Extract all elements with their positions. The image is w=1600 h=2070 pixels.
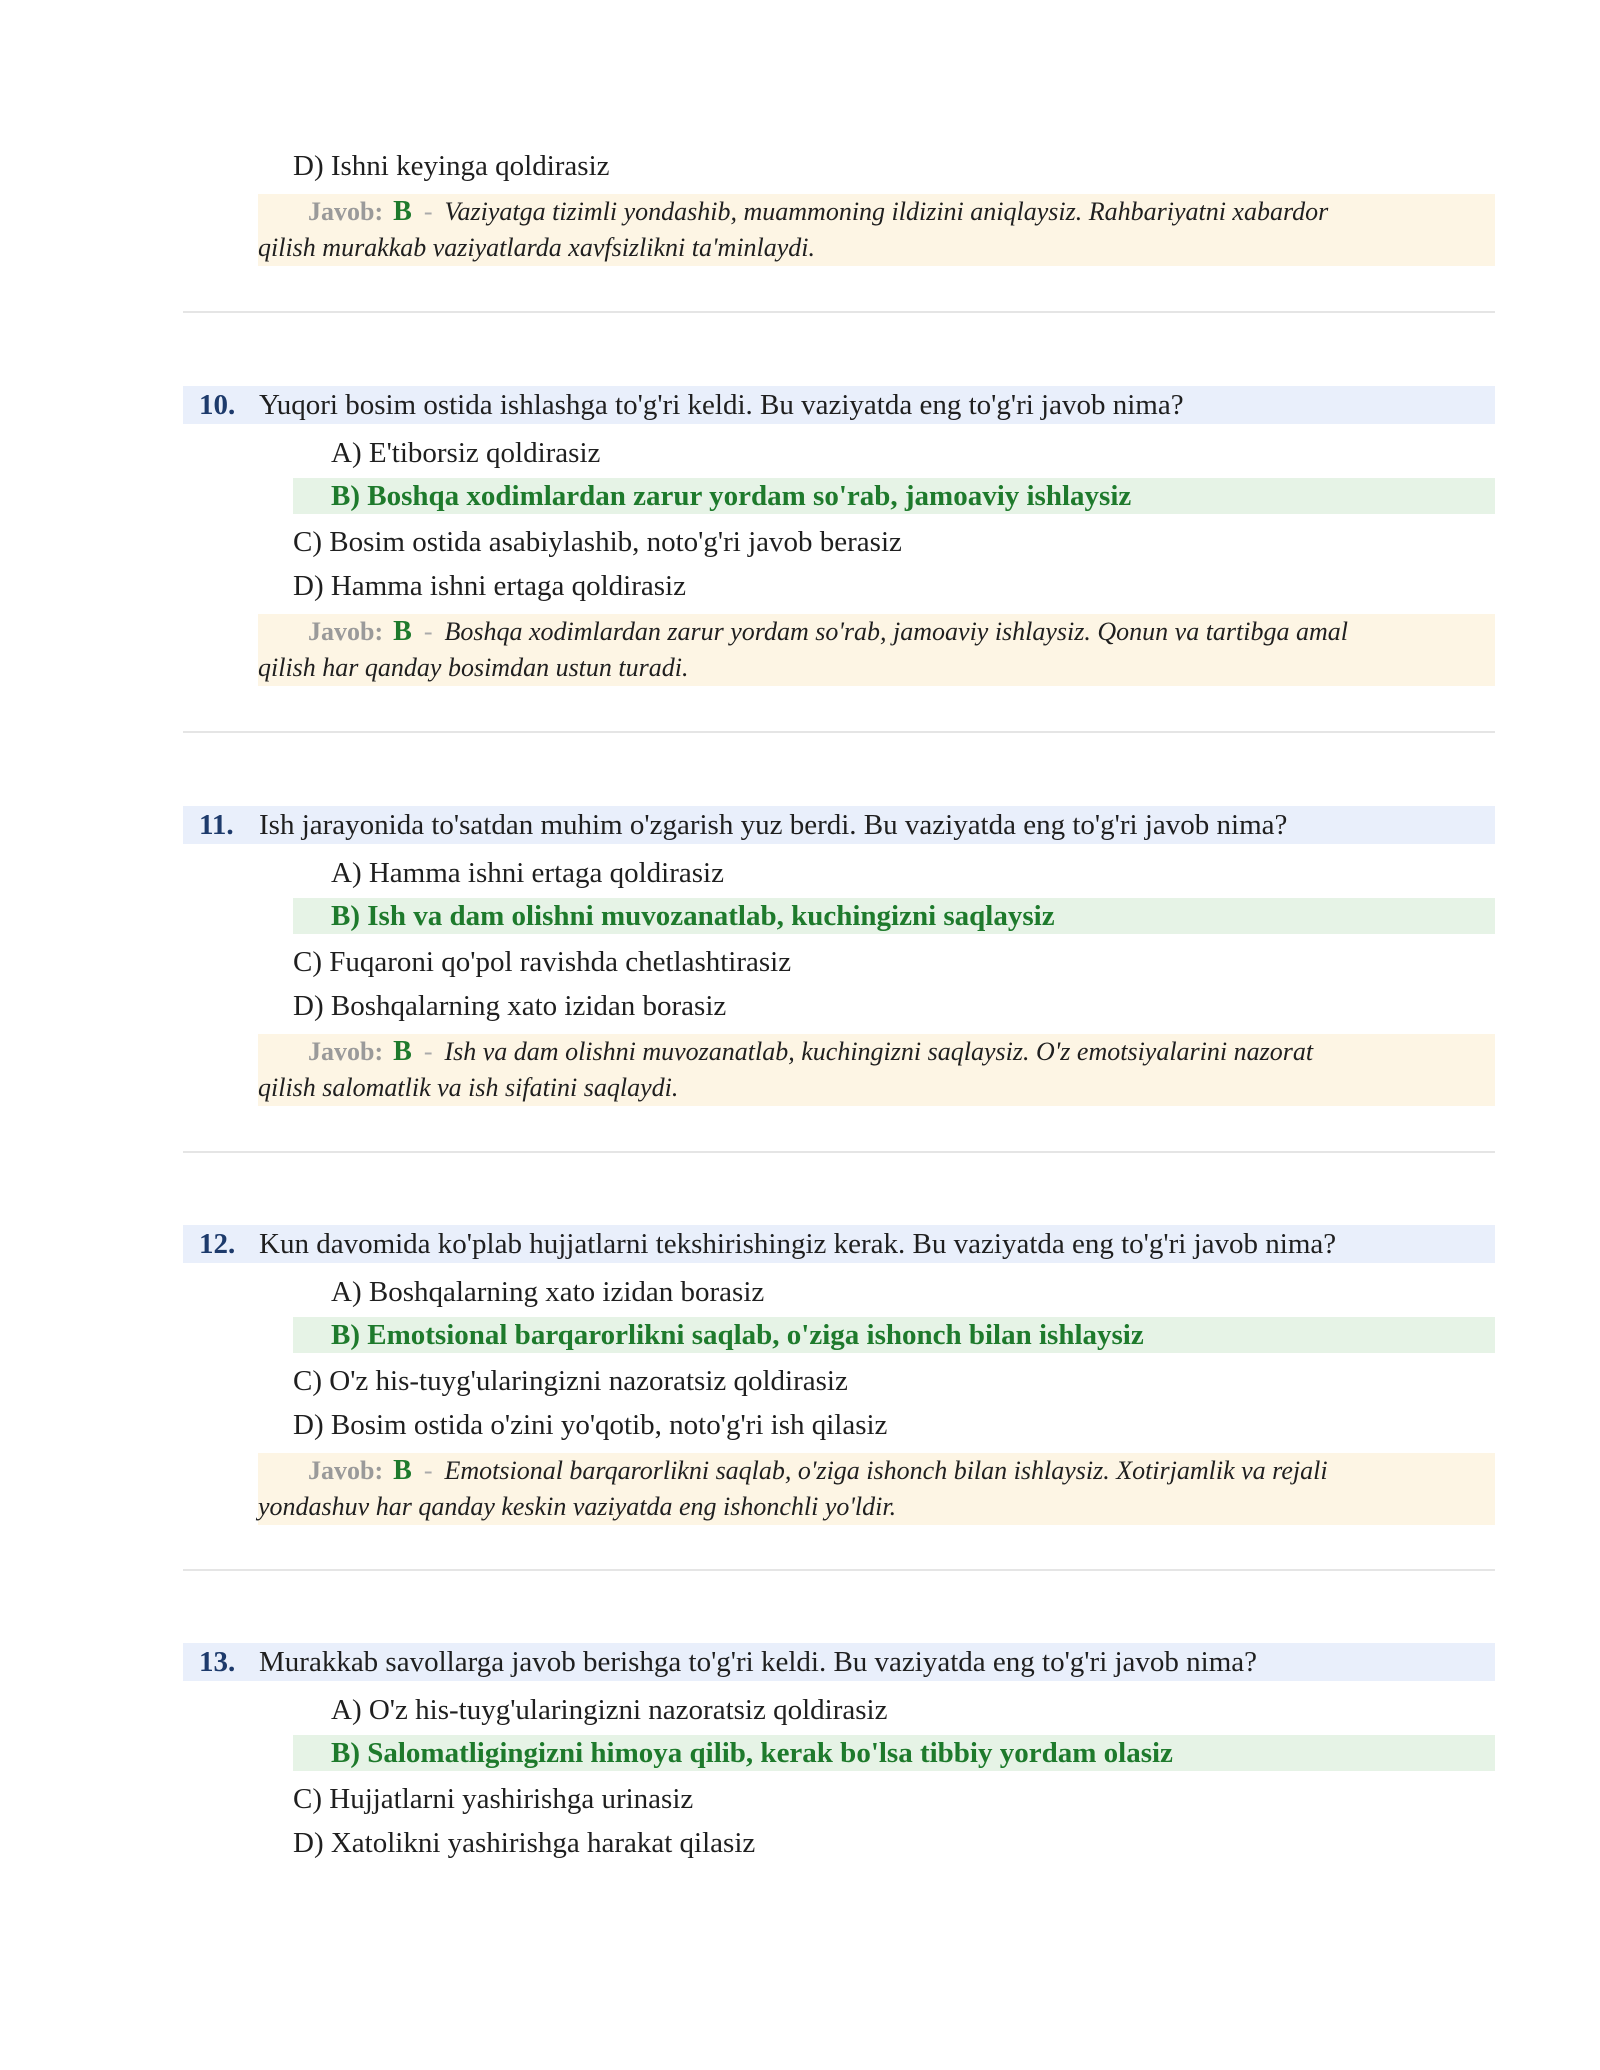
answer-letter: B: [393, 616, 412, 647]
option-d: D) Bosim ostida o'zini yo'qotib, noto'g'ri ish qilasiz: [293, 1409, 888, 1441]
option-b-correct: B) Ish va dam olishni muvozanatlab, kuchingizni saqlaysiz: [293, 898, 1495, 934]
question-text: Yuqori bosim ostida ishlashga to'g'ri keldi. Bu vaziyatda eng to'g'ri javob nima?: [259, 389, 1184, 421]
question-text: Kun davomida ko'plab hujjatlarni tekshirishingiz kerak. Bu vaziyatda eng to'g'ri javob nima?: [259, 1228, 1337, 1260]
answer-explanation-line2: yondashuv har qanday keskin vaziyatda eng ishonchli yo'ldir.: [258, 1492, 897, 1521]
answer-box: [258, 1034, 1495, 1106]
question-number: 10.: [199, 389, 236, 421]
option-b-correct: B) Boshqa xodimlardan zarur yordam so'rab, jamoaviy ishlaysiz: [293, 478, 1495, 514]
option-b-correct: B) Salomatligingizni himoya qilib, kerak bo'lsa tibbiy yordam olasiz: [293, 1735, 1495, 1771]
answer-letter: B: [393, 1455, 412, 1486]
option-d: D) Hamma ishni ertaga qoldirasiz: [293, 570, 686, 602]
q9-answer-box: [258, 194, 1495, 266]
answer-label: Javob:: [308, 1456, 384, 1485]
option-a: A) Hamma ishni ertaga qoldirasiz: [331, 857, 724, 889]
question-number: 13.: [199, 1646, 236, 1678]
answer-explanation-line2: qilish har qanday bosimdan ustun turadi.: [258, 653, 689, 682]
answer-letter: B: [393, 1036, 412, 1067]
answer-explanation-line2: qilish salomatlik va ish sifatini saqlaydi.: [258, 1073, 679, 1102]
answer-label: Javob:: [308, 1037, 384, 1066]
divider: [183, 311, 1495, 313]
option-c: C) O'z his-tuyg'ularingizni nazoratsiz qoldirasiz: [293, 1365, 848, 1397]
divider: [183, 1151, 1495, 1153]
answer-label: Javob:: [308, 617, 384, 646]
answer-box: [258, 1453, 1495, 1525]
answer-explanation-line1: Ish va dam olishni muvozanatlab, kuchingizni saqlaysiz. O'z emotsiyalarini nazorat: [444, 1037, 1314, 1066]
option-c: C) Hujjatlarni yashirishga urinasiz: [293, 1783, 694, 1815]
divider: [183, 731, 1495, 733]
divider: [183, 1569, 1495, 1571]
answer-explanation-line1: Boshqa xodimlardan zarur yordam so'rab, jamoaviy ishlaysiz. Qonun va tartibga amal: [444, 617, 1348, 646]
option-a: A) Boshqalarning xato izidan borasiz: [331, 1276, 765, 1308]
question-number: 12.: [199, 1228, 236, 1260]
q9-option-d: D) Ishni keyinga qoldirasiz: [293, 150, 610, 182]
question-text: Murakkab savollarga javob berishga to'g'ri keldi. Bu vaziyatda eng to'g'ri javob nima?: [259, 1646, 1258, 1678]
option-c: C) Fuqaroni qo'pol ravishda chetlashtirasiz: [293, 946, 792, 978]
question-row: [183, 386, 1495, 424]
option-d: D) Boshqalarning xato izidan borasiz: [293, 990, 727, 1022]
question-number: 11.: [199, 809, 234, 841]
answer-explanation-line1: Emotsional barqarorlikni saqlab, o'ziga ishonch bilan ishlaysiz. Xotirjamlik va rejali: [444, 1456, 1328, 1485]
option-a: A) E'tiborsiz qoldirasiz: [331, 437, 601, 469]
option-c: C) Bosim ostida asabiylashib, noto'g'ri javob berasiz: [293, 526, 902, 558]
answer-explanation-line1: Vaziyatga tizimli yondashib, muammoning ildizini aniqlaysiz. Rahbariyatni xabardor: [444, 197, 1329, 226]
answer-dash: -: [423, 617, 433, 646]
answer-dash: -: [423, 1456, 433, 1485]
answer-dash: -: [423, 197, 433, 226]
question-row: [183, 1643, 1495, 1681]
answer-label: Javob:: [308, 197, 384, 226]
answer-explanation-line2: qilish murakkab vaziyatlarda xavfsizlikni ta'minlaydi.: [258, 233, 816, 262]
answer-letter: B: [393, 196, 412, 227]
question-text: Ish jarayonida to'satdan muhim o'zgarish yuz berdi. Bu vaziyatda eng to'g'ri javob nima?: [259, 809, 1288, 841]
option-d: D) Xatolikni yashirishga harakat qilasiz: [293, 1827, 756, 1859]
answer-box: [258, 614, 1495, 686]
answer-dash: -: [423, 1037, 433, 1066]
question-row: [183, 1225, 1495, 1263]
question-row: [183, 806, 1495, 844]
option-a: A) O'z his-tuyg'ularingizni nazoratsiz qoldirasiz: [331, 1694, 888, 1726]
option-b-correct: B) Emotsional barqarorlikni saqlab, o'ziga ishonch bilan ishlaysiz: [293, 1317, 1495, 1353]
